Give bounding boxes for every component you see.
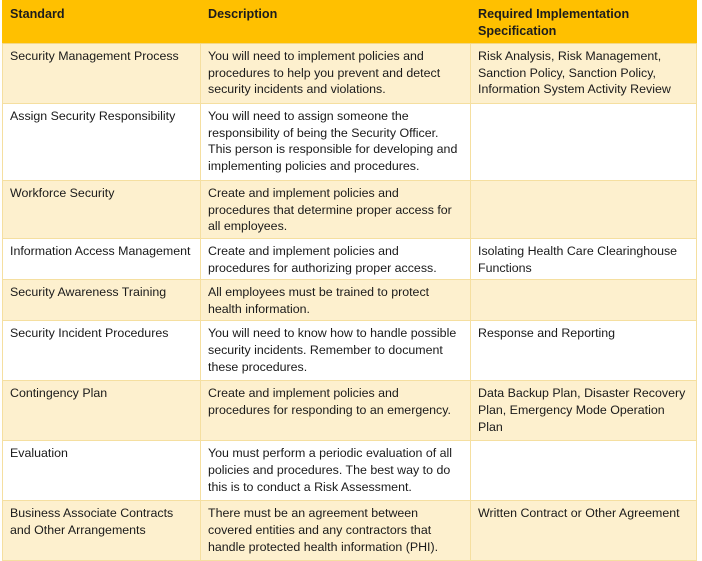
table-header-row [3,1,697,44]
table-row [3,441,697,501]
cell-description: Create and implement policies and procedures that determine proper access for all employees. [201,181,471,239]
cell-standard: Business Associate Contracts and Other Arrangements [3,501,201,561]
column-header-description: Description [201,1,471,44]
cell-specification: Data Backup Plan, Disaster Recovery Plan, Emergency Mode Operation Plan [471,381,697,441]
cell-standard: Workforce Security [3,181,201,239]
table-row [3,239,697,280]
cell-standard: Security Incident Procedures [3,321,201,381]
cell-description: You will need to assign someone the responsibility of being the Security Officer. This person is responsible for developing and implementing policies and procedures. [201,104,471,181]
cell-specification: Isolating Health Care Clearinghouse Functions [471,239,697,280]
table-body [3,44,697,561]
cell-specification [471,280,697,321]
cell-standard: Evaluation [3,441,201,501]
table-row [3,104,697,181]
cell-description: You will need to know how to handle possible security incidents. Remember to document these procedures. [201,321,471,381]
cell-specification [471,441,697,501]
cell-specification: Risk Analysis, Risk Management, Sanction Policy, Sanction Policy, Information System Activity Review [471,44,697,104]
cell-description: You will need to implement policies and procedures to help you prevent and detect security incidents and violations. [201,44,471,104]
cell-standard: Information Access Management [3,239,201,280]
cell-specification [471,104,697,181]
cell-description: There must be an agreement between covered entities and any contractors that handle protected health information (PHI). [201,501,471,561]
table-row [3,44,697,104]
column-header-standard: Standard [3,1,201,44]
cell-standard: Security Management Process [3,44,201,104]
cell-description: All employees must be trained to protect health information. [201,280,471,321]
cell-specification: Written Contract or Other Agreement [471,501,697,561]
cell-standard: Contingency Plan [3,381,201,441]
column-header-required-implementation-specification: Required Implementation Specification [471,1,697,44]
table-row [3,501,697,561]
cell-standard: Assign Security Responsibility [3,104,201,181]
cell-description: You must perform a periodic evaluation of all policies and procedures. The best way to do this is to conduct a Risk Assessment. [201,441,471,501]
cell-specification: Response and Reporting [471,321,697,381]
cell-specification [471,181,697,239]
table-row [3,181,697,239]
cell-description: Create and implement policies and procedures for authorizing proper access. [201,239,471,280]
table-row [3,280,697,321]
table-row [3,381,697,441]
table-row [3,321,697,381]
table-header [3,1,697,44]
cell-description: Create and implement policies and procedures for responding to an emergency. [201,381,471,441]
cell-standard: Security Awareness Training [3,280,201,321]
security-standards-table [2,0,697,561]
